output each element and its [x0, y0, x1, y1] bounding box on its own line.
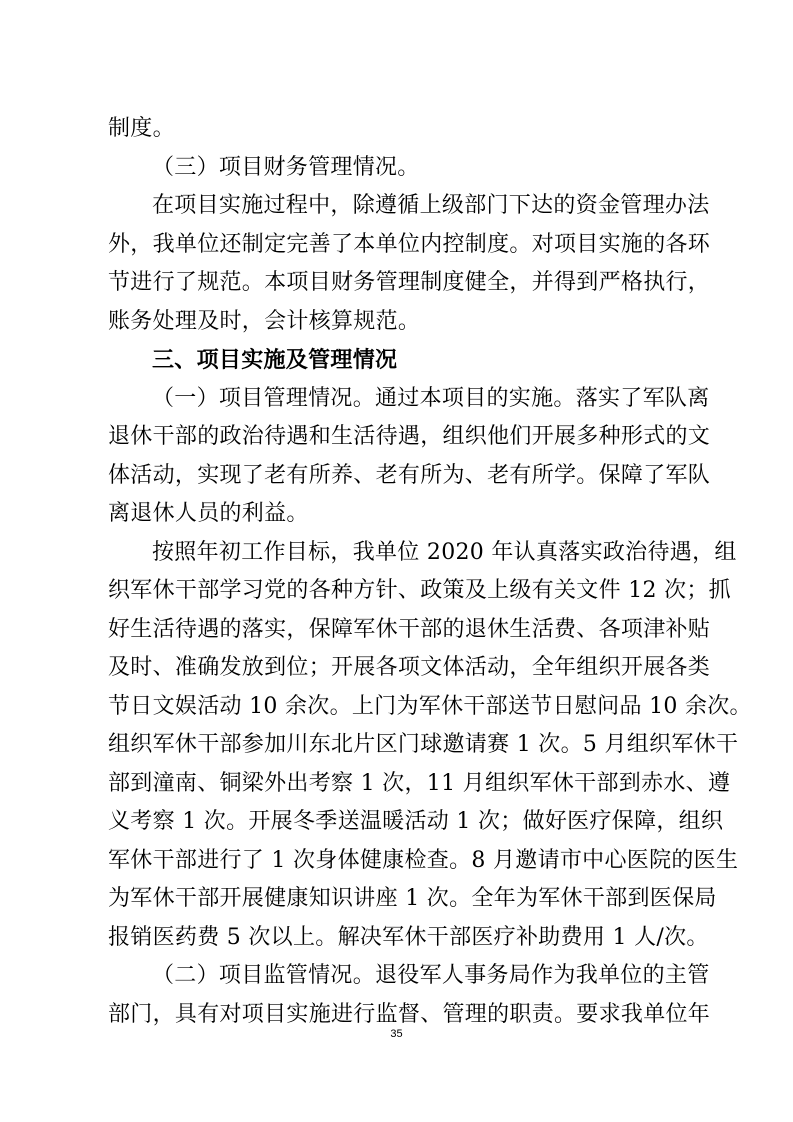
text-line: （一）项目管理情况。通过本项目的实施。落实了军队离	[152, 385, 710, 411]
text-line: （二）项目监管情况。退役军人事务局作为我单位的主管	[152, 963, 710, 988]
text-line: 部门，具有对项目实施进行监督、管理的职责。要求我单位年	[108, 1001, 711, 1027]
text-line: 部到潼南、铜梁外出考察 1 次，11 月组织军休干部到赤水、遵	[108, 770, 731, 796]
text-line: 节日文娱活动 10 余次。上门为军休干部送节日慰问品 10 余次。	[108, 693, 752, 719]
text-line: 按照年初工作目标，我单位 2020 年认真落实政治待遇，组	[152, 539, 737, 565]
text-line: 体活动，实现了老有所养、老有所为、老有所学。保障了军队	[108, 462, 711, 488]
text-line: 报销医药费 5 次以上。解决军休干部医疗补助费用 1 人/次。	[108, 924, 709, 950]
text-line: 织军休干部学习党的各种方针、政策及上级有关文件 12 次；抓	[108, 578, 731, 603]
text-line: 军休干部进行了 1 次身体健康检查。8 月邀请市中心医院的医生	[108, 847, 739, 873]
text-line: 制度。	[108, 116, 175, 141]
text-line: 及时、准确发放到位；开展各项文体活动，全年组织开展各类	[108, 655, 711, 680]
page-number: 35	[390, 1028, 403, 1040]
text-line: 离退休人员的利益。	[108, 501, 309, 526]
section-heading: 三、项目实施及管理情况	[152, 347, 398, 373]
text-line: 好生活待遇的落实，保障军休干部的退休生活费、各项津补贴	[108, 616, 711, 642]
text-line: 退休干部的政治待遇和生活待遇，组织他们开展多种形式的文	[108, 424, 711, 449]
text-line: 外，我单位还制定完善了本单位内控制度。对项目实施的各环	[108, 231, 711, 257]
text-line: （三）项目财务管理情况。	[152, 154, 420, 180]
text-line: 在项目实施过程中，除遵循上级部门下达的资金管理办法	[152, 193, 710, 218]
text-line: 账务处理及时，会计核算规范。	[108, 308, 421, 334]
text-line: 组织军休干部参加川东北片区门球邀请赛 1 次。5 月组织军休干	[108, 732, 739, 757]
text-line: 节进行了规范。本项目财务管理制度健全，并得到严格执行，	[108, 270, 711, 295]
text-line: 义考察 1 次。开展冬季送温暖活动 1 次；做好医疗保障，组织	[108, 809, 724, 834]
text-line: 为军休干部开展健康知识讲座 1 次。全年为军休干部到医保局	[108, 886, 717, 911]
